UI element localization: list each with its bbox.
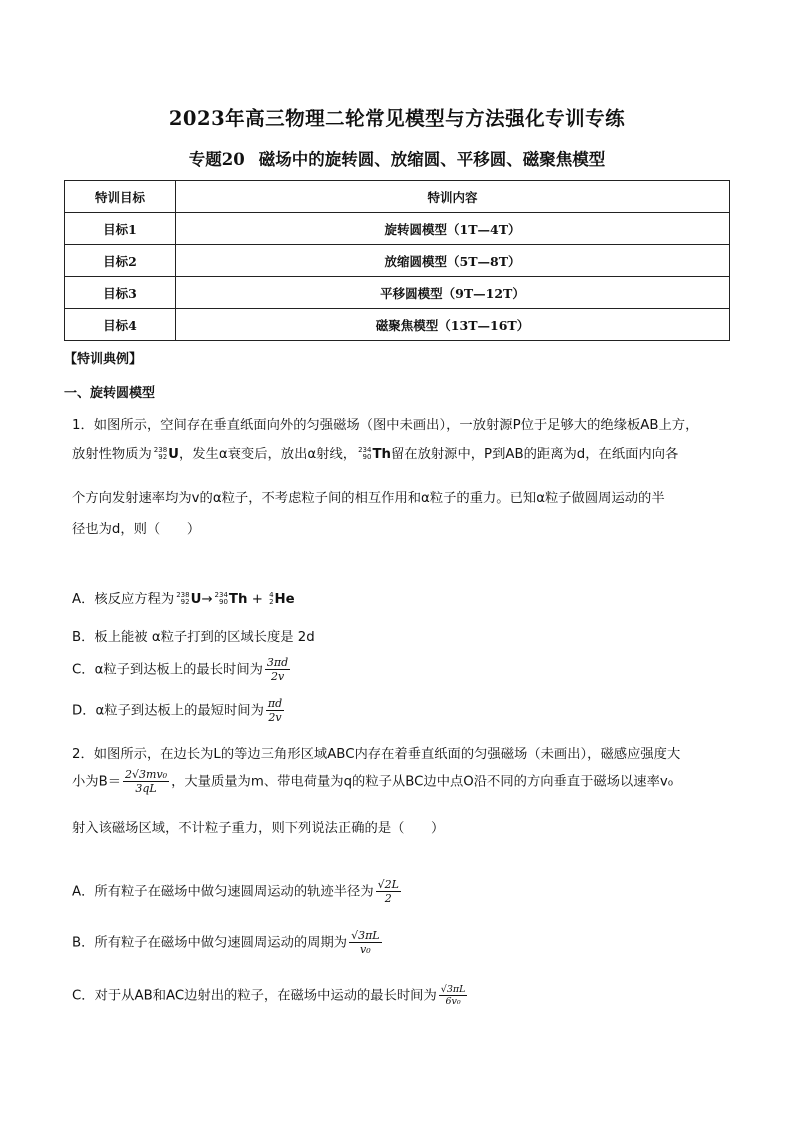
question-2-line-2: 小为B＝ $\frac{\text{2√3mv₀}}{3qL}$ ，大量质量为m、带电荷量为q的粒子从BC边中点O沿不同的方向垂直于磁场以速率v₀ [72,768,674,795]
examples-heading: 【特训典例】 [64,352,143,367]
option-1d: D．α粒子到达板上的最短时间为 $\frac{\pi d}{2v}$ [72,697,283,724]
table-row [65,245,730,277]
question-1-line-1: 1．如图所示，空间存在垂直纸面向外的匀强磁场（图中未画出），一放射源P位于足够大的绝缘板AB上方， [72,418,699,433]
table-row [65,309,730,341]
table-cell: 目标2 [65,245,176,277]
table-cell: 目标1 [65,213,176,245]
fraction: $\frac{√2L}{2}$ [377,878,399,905]
isotope-index: 234 90 [358,446,372,461]
option-1c: C．α粒子到达板上的最长时间为 $\frac{3\pi d}{2v}$ [72,656,289,683]
option-1a: A．核反应方程为 238 92 U→ 234 90 Th + 4 2 He [72,591,295,607]
fraction: $\frac{√3\pi L}{\text{6v₀}}$ [440,984,466,1007]
fraction: $\frac{\text{2√3mv₀}}{3qL}$ [125,768,168,795]
question-1-line-4: 径也为d，则（ ） [72,522,201,537]
fraction: $\frac{√3\pi L}{\text{v₀}}$ [351,929,380,956]
question-1-line-3: 个方向发射速率均为v的α粒子，不考虑粒子间的相互作用和α粒子的重力。已知α粒子做圆周运动的半 [72,491,665,506]
table-header-cell: 特训目标 [65,181,176,213]
topic-heading [0,146,794,170]
option-2c: C．对于从AB和AC边射出的粒子，在磁场中运动的最长时间为 $\frac{√3\pi L}{\text{6v₀}}$ [72,984,466,1007]
question-1-line-2: 放射性物质为 238 92 U，发生α衰变后，放出α射线， 234 90 Th留在放射源中，P到AB的距离为d，在纸面内向各 [72,446,679,462]
question-2-line-1: 2．如图所示，在边长为L的等边三角形区域ABC内存在着垂直纸面的匀强磁场（未画出），磁感应强度大 [72,747,681,762]
option-2a: A．所有粒子在磁场中做匀速圆周运动的轨迹半径为 $\frac{√2L}{2}$ [72,878,399,905]
table-cell: 放缩圆模型（5T—8T） [176,245,730,277]
table-cell: 旋转圆模型（1T—4T） [176,213,730,245]
option-1b: B．板上能被 α粒子打到的区域长度是 2d [72,630,315,645]
targets-table [64,180,730,341]
fraction: $\frac{\pi d}{2v}$ [267,697,283,724]
table-cell: 磁聚焦模型（13T—16T） [176,309,730,341]
table-header-cell: 特训内容 [176,181,730,213]
table-cell: 平移圆模型（9T—12T） [176,277,730,309]
table-cell: 目标3 [65,277,176,309]
isotope-index: 238 92 [153,446,168,461]
question-2-line-3: 射入该磁场区域，不计粒子重力，则下列说法正确的是（ ） [72,821,445,836]
page-title: 2023年高三物理二轮常见模型与方法强化专训专练 [168,107,626,130]
table-cell: 目标4 [65,309,176,341]
option-2b: B．所有粒子在磁场中做匀速圆周运动的周期为 $\frac{√3\pi L}{\text{v₀}}$ [72,929,380,956]
fraction: $\frac{3\pi d}{2v}$ [266,656,289,683]
table-header-row [65,181,730,213]
topic-name: 磁场中的旋转圆、放缩圆、平移圆、磁聚焦模型 [258,150,606,169]
topic-number: 专题20 [188,150,245,169]
table-row [65,277,730,309]
section-heading: 一、旋转圆模型 [64,386,156,401]
table-row [65,213,730,245]
